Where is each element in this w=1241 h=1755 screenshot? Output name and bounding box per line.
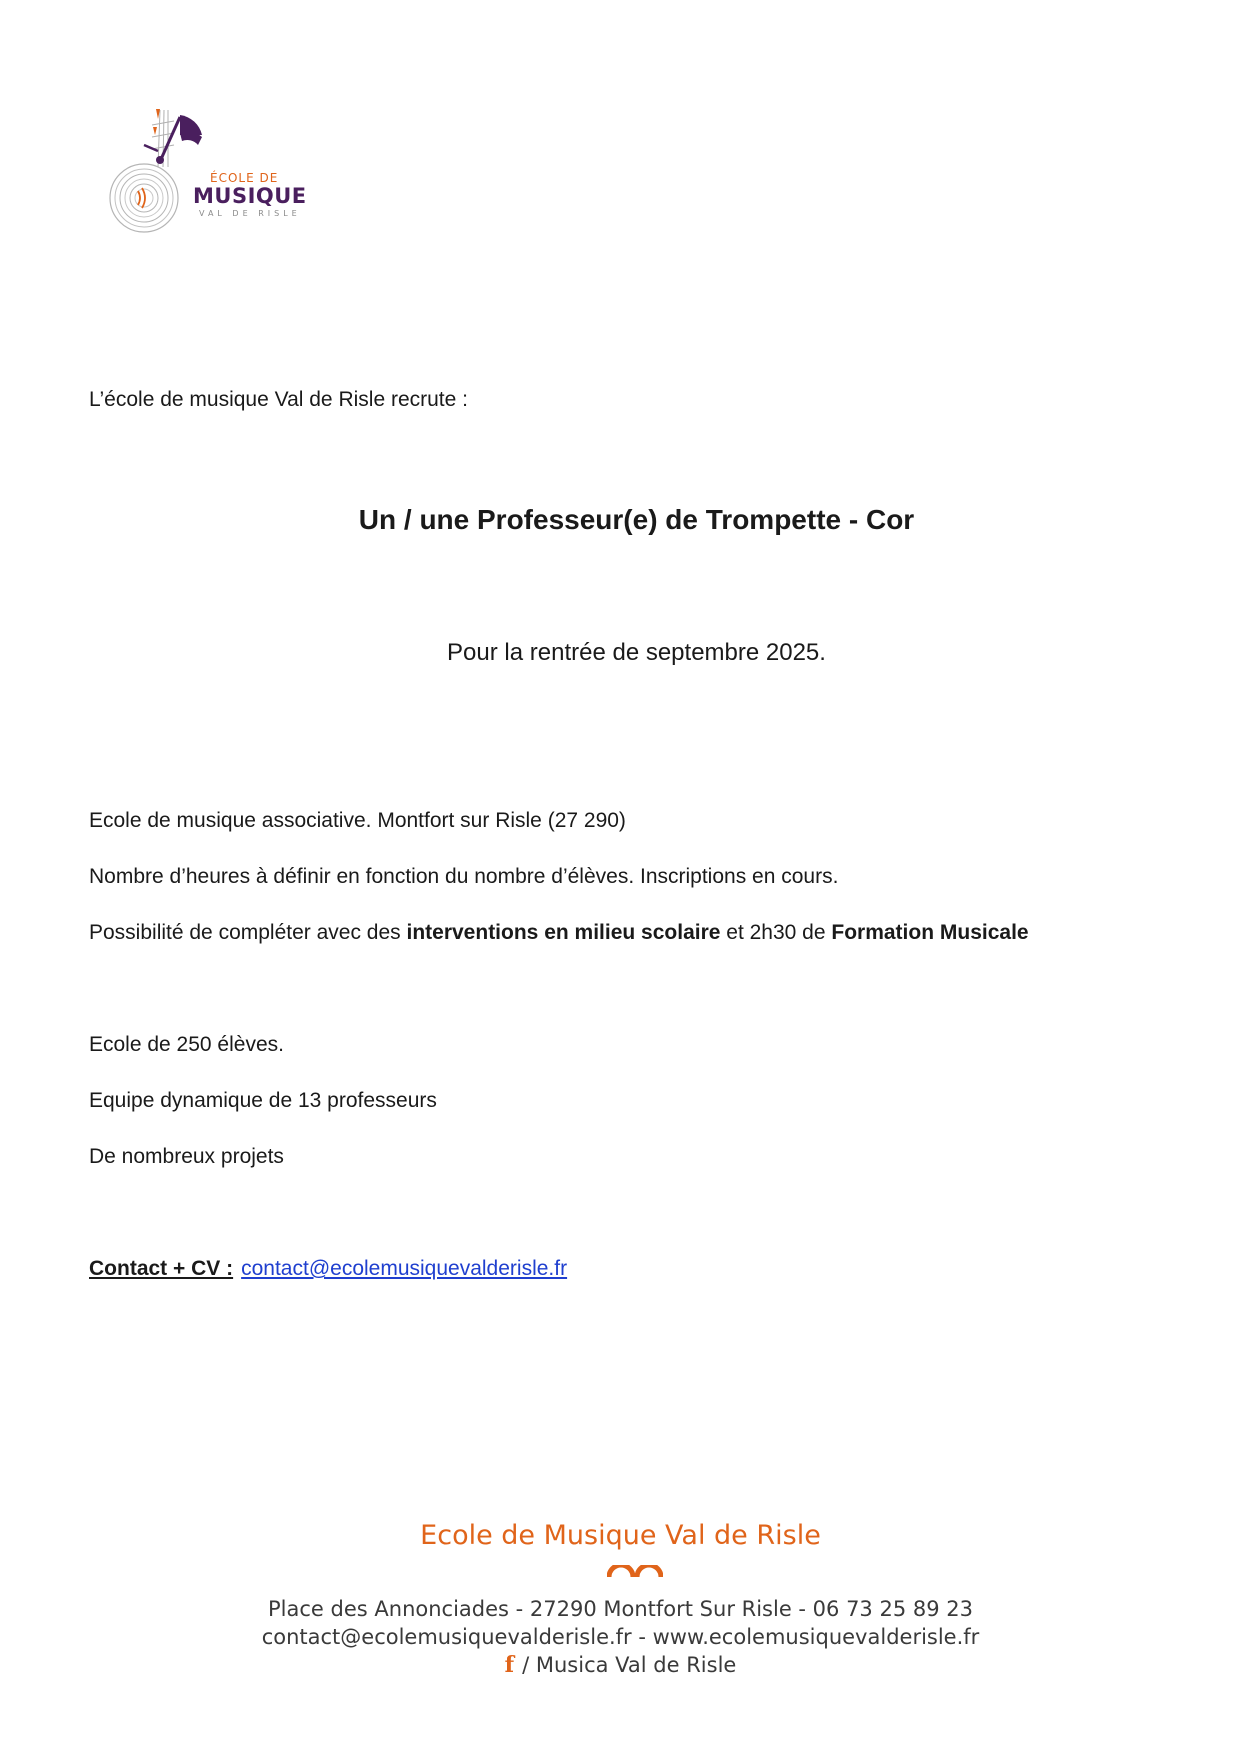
- intro-line: L’école de musique Val de Risle recrute :: [89, 388, 468, 411]
- contact-label: Contact + CV :: [89, 1257, 234, 1280]
- facebook-icon: f: [504, 1652, 515, 1678]
- team-line: Equipe dynamique de 13 professeurs: [89, 1089, 437, 1112]
- logo-main-text: MUSIQUE: [193, 184, 307, 208]
- contact-email-link[interactable]: contact@ecolemusiquevalderisle.fr: [241, 1257, 568, 1280]
- options-text-middle: et 2h30 de: [720, 921, 832, 944]
- school-logo: [100, 105, 310, 235]
- options-text-before: Possibilité de compléter avec des: [89, 921, 407, 944]
- options-bold-interventions: interventions en milieu scolaire: [406, 921, 721, 944]
- footer-decoration-icon: [607, 1565, 663, 1579]
- students-count-line: Ecole de 250 élèves.: [89, 1033, 284, 1056]
- options-line: [89, 920, 1029, 946]
- options-bold-formation: Formation Musicale: [831, 921, 1029, 944]
- footer-school-name: Ecole de Musique Val de Risle: [420, 1520, 821, 1551]
- hours-line: Nombre d’heures à définir en fonction du nombre d’élèves. Inscriptions en cours.: [89, 865, 839, 888]
- footer-facebook-text: / Musica Val de Risle: [522, 1653, 737, 1677]
- school-description: Ecole de musique associative. Montfort sur Risle (27 290): [89, 809, 626, 832]
- job-title: Un / une Professeur(e) de Trompette - Cor: [358, 504, 915, 535]
- footer-facebook[interactable]: [0, 1652, 1241, 1678]
- logo-kicker-text: ÉCOLE DE: [210, 171, 279, 185]
- logo-sub-text: VAL DE RISLE: [199, 209, 301, 218]
- footer-address: Place des Annonciades - 27290 Montfort Sur Risle - 06 73 25 89 23: [268, 1597, 973, 1621]
- footer-web[interactable]: contact@ecolemusiquevalderisle.fr - www.ecolemusiquevalderisle.fr: [261, 1625, 980, 1649]
- projects-line: De nombreux projets: [89, 1145, 284, 1168]
- start-date-line: Pour la rentrée de septembre 2025.: [447, 639, 826, 666]
- contact-line: [89, 1256, 567, 1282]
